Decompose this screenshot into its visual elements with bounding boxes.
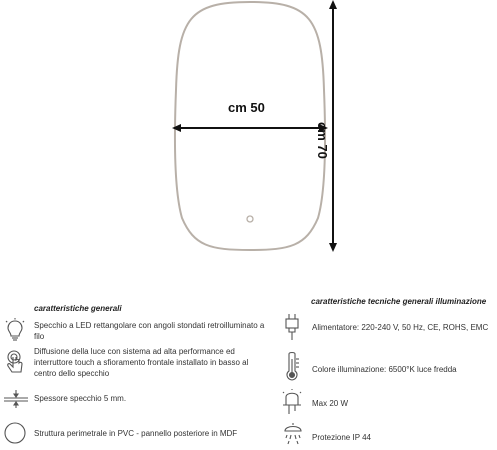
- bulb-icon: [4, 318, 26, 342]
- height-label: cm 70: [315, 122, 330, 159]
- plug-icon: [284, 314, 300, 340]
- width-label: cm 50: [228, 100, 265, 115]
- technical-item-ip: Protezione IP 44: [312, 433, 372, 442]
- thickness-icon: [4, 390, 28, 408]
- general-section-title: caratteristiche generali: [34, 304, 122, 313]
- mirror-outline: [175, 2, 325, 250]
- shower-icon: [281, 421, 305, 447]
- frame-circle-icon: [4, 422, 26, 444]
- general-item-thickness: Spessore specchio 5 mm.: [34, 394, 127, 403]
- general-item-structure: Struttura perimetrale in PVC - pannello posteriore in MDF: [34, 429, 238, 438]
- touch-hand-icon: [4, 349, 26, 375]
- general-item-touch: Diffusione della luce con sistema ad alta performance ed interruttore touch a sfioramento frontale installato in basso al centro dello specchio: [34, 347, 249, 378]
- technical-section-title: caratteristiche tecniche generali illuminazione: [311, 297, 487, 306]
- technical-item-color: Colore illuminazione: 6500°K luce fredda: [312, 365, 457, 374]
- thermometer-icon: [282, 351, 302, 383]
- general-item-led: Specchio a LED rettangolare con angoli stondati retroilluminato a filo: [34, 321, 265, 341]
- touch-switch-dot: [247, 216, 253, 222]
- technical-item-power: Alimentatore: 220-240 V, 50 Hz, CE, ROHS, EMC: [312, 323, 489, 332]
- technical-item-power-max: Max 20 W: [312, 399, 349, 408]
- led-icon: [280, 389, 304, 415]
